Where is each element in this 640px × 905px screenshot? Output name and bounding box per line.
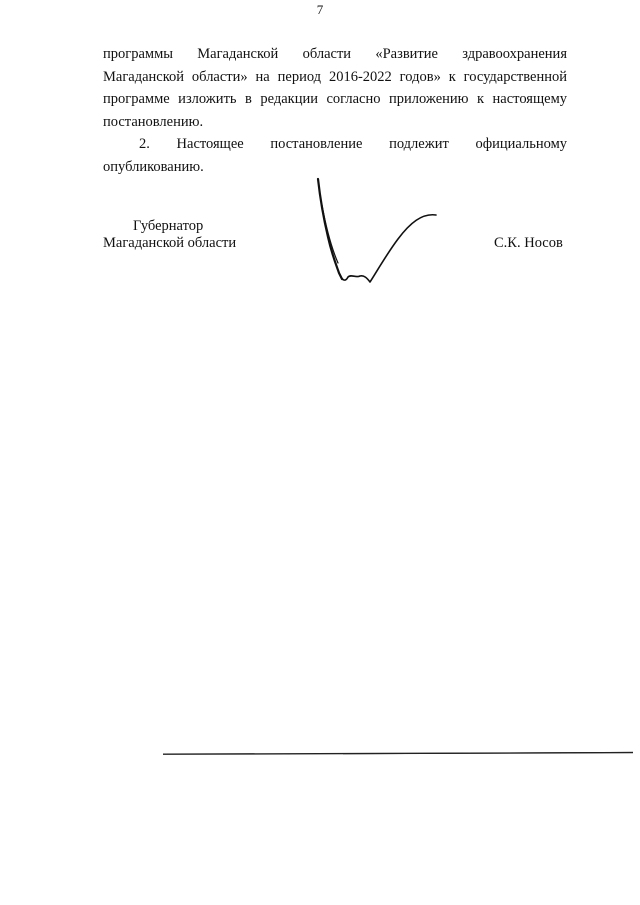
- signatory-title-line-1: Губернатор: [133, 218, 204, 234]
- signer-name: С.К. Носов: [494, 235, 563, 251]
- signatory-title: [103, 218, 236, 252]
- bottom-divider: [163, 750, 633, 756]
- page-number: 7: [316, 2, 324, 17]
- paragraph-1-line: постановлению.: [103, 113, 204, 130]
- paragraph-2: [103, 133, 567, 178]
- paragraph-2-line: опубликованию.: [103, 158, 204, 175]
- paragraph-1-line: программе изложить в редакции согласно приложению к настоящему: [103, 91, 567, 107]
- paragraph-1: [103, 43, 567, 133]
- handwritten-signature-icon: [310, 175, 445, 290]
- paragraph-1-line: программы Магаданской области «Развитие здравоохранения: [103, 46, 567, 62]
- paragraph-2-line: 2. Настоящее постановление подлежит официальному: [139, 136, 567, 152]
- signatory-title-line-2: Магаданской области: [103, 235, 237, 251]
- paragraph-1-line: Магаданской области» на период 2016-2022 годов» к государственной: [103, 68, 567, 85]
